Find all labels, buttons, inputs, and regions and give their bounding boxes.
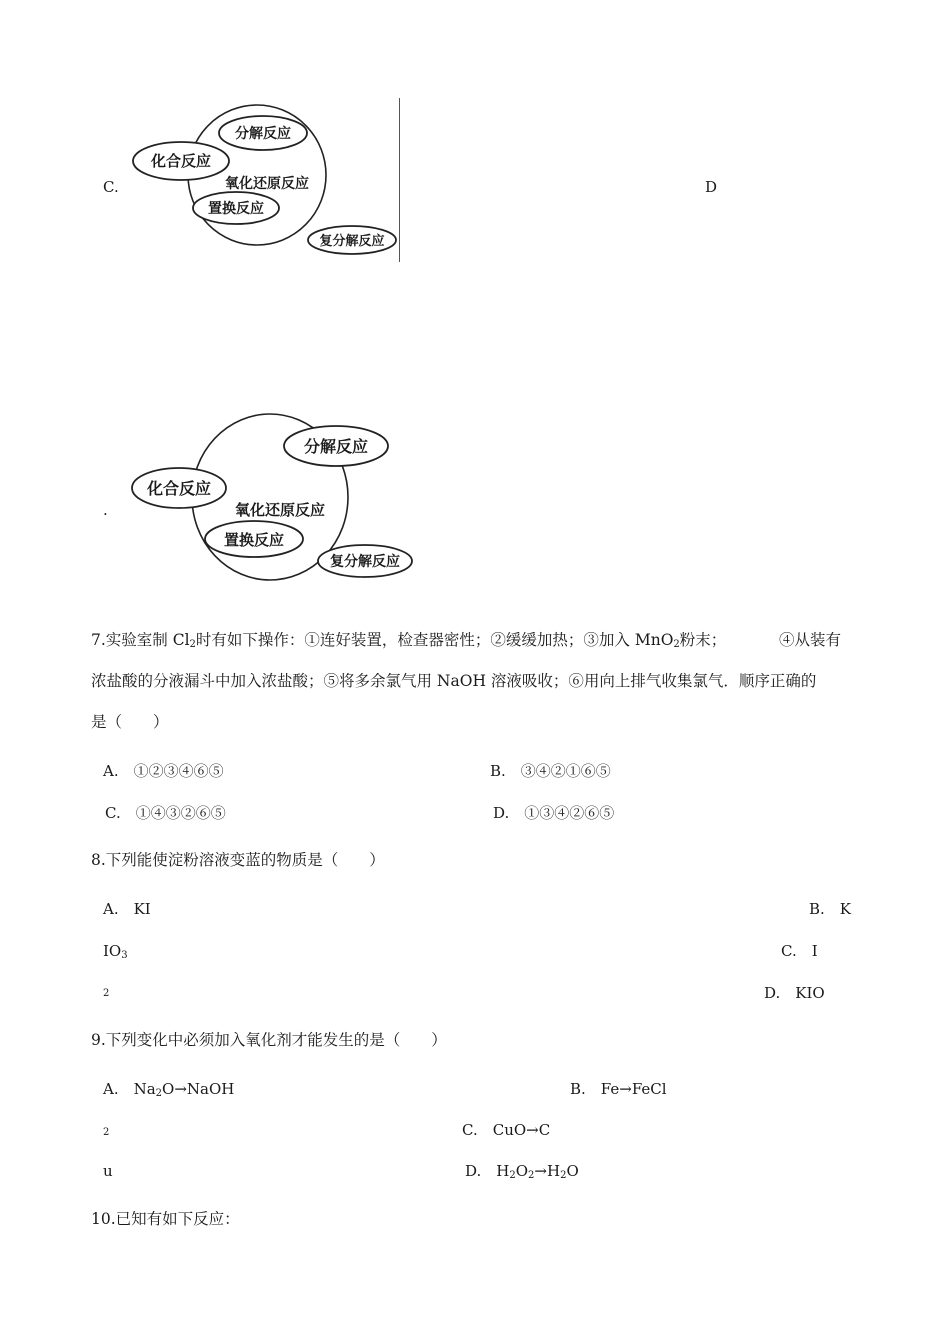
q7-option-a[interactable]: A. ①②③④⑥⑤: [103, 762, 224, 780]
q9-option-b[interactable]: B. Fe→FeCl: [570, 1080, 667, 1098]
q8-option-b-continuation: $IO_3$: [103, 942, 128, 961]
reaction-classification-diagram-d: [125, 400, 420, 585]
double-decomposition-label: 复分解反应: [330, 554, 400, 570]
q7-line-1-tail: ④从装有: [779, 631, 842, 649]
q7-option-b[interactable]: B. ③④②①⑥⑤: [490, 762, 611, 780]
q8-option-a[interactable]: A. KI: [103, 900, 151, 918]
q7-option-d[interactable]: D. ①③④②⑥⑤: [493, 804, 615, 822]
redox-label: 氧化还原反应: [234, 501, 326, 519]
q8-option-c-subscript: 2: [103, 988, 110, 999]
q8-option-b[interactable]: B. K: [809, 900, 851, 918]
double-decomposition-label: 复分解反应: [319, 234, 385, 249]
q9-option-c[interactable]: C. CuO→C: [462, 1121, 551, 1139]
q7-option-c[interactable]: C. ①④③②⑥⑤: [105, 804, 226, 822]
q8-option-c[interactable]: C. I: [781, 942, 818, 960]
q7-line-2: 浓盐酸的分液漏斗中加入浓盐酸；⑤将多余氯气用 NaOH 溶液吸收；⑥用向上排气收集氯气．顺序正确的: [91, 672, 817, 690]
redox-label: 氧化还原反应: [225, 176, 309, 192]
decomposition-label: 分解反应: [303, 437, 369, 456]
combination-label: 化合反应: [146, 479, 212, 498]
q8-stem: 8.下列能使淀粉溶液变蓝的物质是（ ）: [91, 851, 385, 869]
q9-option-a[interactable]: A. $Na_2O\to NaOH$: [103, 1080, 235, 1099]
q9-stem: 9.下列变化中必须加入氧化剂才能发生的是（ ）: [91, 1031, 447, 1049]
displacement-label: 置换反应: [208, 201, 264, 217]
option-d-marker: D: [705, 178, 718, 196]
q7-line-1: 7.实验室制 $Cl_2$时有如下操作：①连好装置，检查器密性；②缓缓加热；③加入 MnO$_2$粉末；: [91, 631, 727, 650]
q7-line-3: 是（ ）: [91, 713, 169, 731]
option-c-label: C.: [103, 178, 119, 196]
q10-stem: 10.已知有如下反应：: [91, 1210, 240, 1228]
reaction-classification-diagram-c: [125, 95, 405, 265]
option-d-label: .: [103, 501, 108, 519]
q9-option-c-continuation: u: [103, 1162, 113, 1180]
displacement-label: 置换反应: [223, 531, 285, 549]
q8-option-d[interactable]: D. KIO: [764, 984, 825, 1002]
decomposition-label: 分解反应: [235, 126, 291, 142]
q9-option-d[interactable]: D. $H_2O_2\to H_2O$: [465, 1162, 579, 1181]
diagram-divider: [399, 98, 400, 262]
q9-option-b-subscript: 2: [103, 1127, 110, 1138]
combination-label: 化合反应: [150, 152, 212, 170]
